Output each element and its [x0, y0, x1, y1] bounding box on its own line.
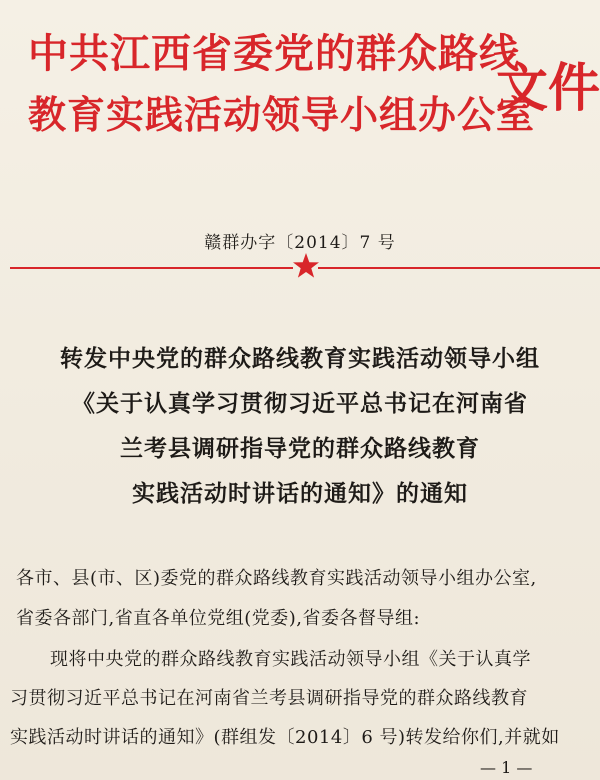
- header-line-2: 教育实践活动领导小组办公室: [28, 93, 536, 137]
- body-line-2: 省委各部门,省直各单位党组(党委),省委各督导组:: [16, 608, 421, 629]
- title-line-2: 《关于认真学习贯彻习近平总书记在河南省: [72, 390, 528, 417]
- red-rule-left: [10, 267, 293, 269]
- title-line-3: 兰考县调研指导党的群众路线教育: [120, 435, 480, 462]
- header-document-label: 文件: [496, 59, 600, 119]
- body-line-4: 习贯彻习近平总书记在河南省兰考县调研指导党的群众路线教育: [10, 688, 528, 709]
- red-star-icon: [292, 252, 320, 280]
- red-rule-right: [318, 267, 600, 269]
- document-number: 赣群办字〔2014〕7 号: [204, 233, 396, 253]
- title-line-1: 转发中央党的群众路线教育实践活动领导小组: [60, 345, 540, 372]
- page-number: — 1 —: [480, 758, 533, 777]
- body-line-3: 现将中央党的群众路线教育实践活动领导小组《关于认真学: [50, 649, 531, 670]
- title-line-4: 实践活动时讲话的通知》的通知: [132, 480, 468, 507]
- body-line-5: 实践活动时讲话的通知》(群组发〔2014〕6 号)转发给你们,并就如: [10, 727, 560, 748]
- header-line-1: 中共江西省委党的群众路线: [28, 31, 520, 77]
- body-line-1: 各市、县(市、区)委党的群众路线教育实践活动领导小组办公室,: [16, 568, 537, 589]
